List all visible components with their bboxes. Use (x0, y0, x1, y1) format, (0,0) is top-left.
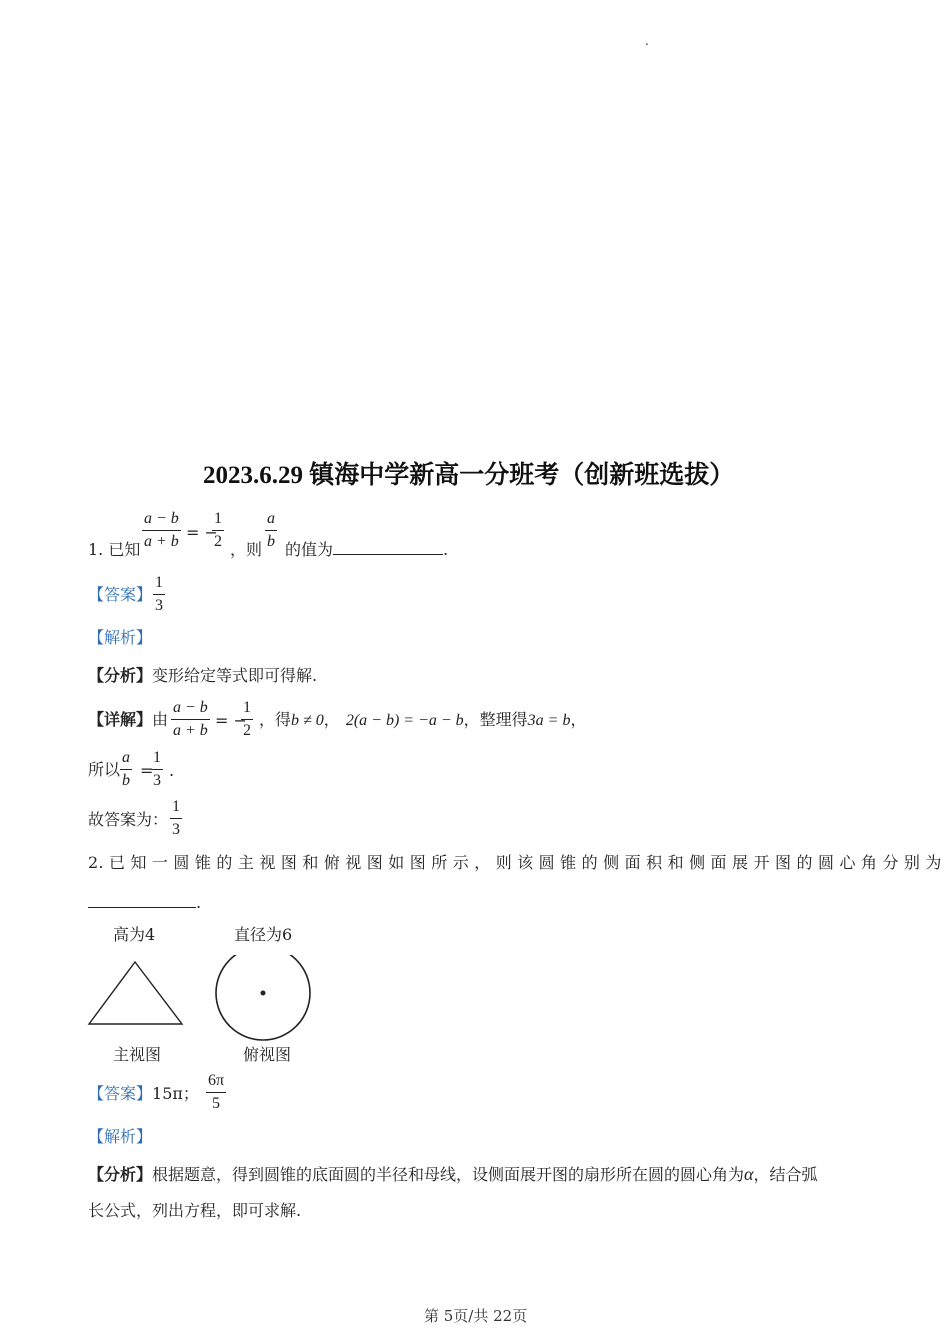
q1-final-text: 故答案为： (88, 810, 169, 829)
q1-detail-expr: 2(a − b) = −a − b (345, 712, 464, 729)
q1-final-fraction (170, 798, 182, 839)
q1-suffix: 的值为 (285, 540, 334, 559)
q1-detail-frac1-den: a + b (173, 722, 208, 739)
q1-detail-de: ，得 (259, 710, 292, 729)
q1-fraction-half (212, 510, 224, 551)
q2-fenxi-text1: 根据题意，得到圆锥的底面圆的半径和母线，设侧面展开图的扇形所在圆的圆心角为 (152, 1165, 745, 1184)
q1-detail-frac1-num: a − b (173, 699, 208, 716)
q1-suoyi: 所以 (88, 760, 121, 779)
q2-line1: 2. 已 知 一 圆 锥 的 主 视 图 和 俯 视 图 如 图 所 示 ， 则 该 圆 锥 的 侧 面 积 和 侧 面 展 开 图 的 圆 心 角 分 别 为 (88, 853, 942, 872)
q1-detail-fraction-1 (171, 699, 210, 740)
fig-caption-front: 主视图 (113, 1045, 162, 1064)
q1-detail-frac2-num: 1 (243, 699, 251, 716)
q1-eq: = − (186, 523, 218, 542)
page-footer: 第 5页/共 22页 (424, 1307, 528, 1325)
q1-frac3-den: b (267, 533, 275, 550)
q2-answer-den: 5 (212, 1095, 221, 1112)
q1-detail-eq: = − (215, 711, 247, 730)
q2-fenxi-label: 【分析】 (88, 1165, 153, 1184)
q1-answer-num: 1 (155, 574, 163, 591)
q1-frac1-num: a − b (144, 510, 179, 527)
q1-detail-end: ， (570, 710, 587, 729)
q1-detail-result: 3a = b (527, 712, 571, 729)
header-dot: . (645, 34, 649, 48)
q2-analysis-label: 【解析】 (88, 1127, 153, 1146)
page-title: 2023.6.29 镇海中学新高一分班考（创新班选拔） (203, 462, 735, 489)
fig-label-height: 高为4 (113, 925, 156, 944)
q1-suoyi-fraction-1 (120, 749, 132, 790)
q1-detail-comma: ， (323, 710, 340, 729)
q1-final-den: 3 (172, 821, 180, 838)
q1-suoyi-frac2-num: 1 (153, 749, 161, 766)
q1-detail-cond: b ≠ 0 (291, 712, 324, 729)
q1-fenxi-text: 变形给定等式即可得解. (152, 666, 318, 685)
q1-answer-label: 【答案】 (88, 585, 153, 604)
q2-line2-end: . (196, 893, 202, 912)
q1-prefix: 1. 已知 (88, 540, 141, 559)
q1-suoyi-fraction-2 (151, 749, 163, 790)
q1-frac1-den: a + b (144, 533, 179, 550)
q2-answer-num: 6π (208, 1072, 225, 1089)
cone-views-figure (85, 955, 320, 1045)
q2-fenxi-text1b: ，结合弧 (753, 1165, 818, 1184)
q2-answer-fraction (206, 1072, 226, 1113)
q2-fenxi-text2: 长公式，列出方程，即可求解. (88, 1201, 302, 1220)
q1-fraction-given (142, 510, 181, 551)
q1-fenxi-label: 【分析】 (88, 666, 153, 685)
q2-answer-blank (88, 907, 196, 908)
q1-mid: ，则 (230, 540, 263, 559)
q1-suoyi-eq: = (140, 761, 154, 780)
fig-label-diameter: 直径为6 (234, 925, 293, 944)
q2-answer-part1: 15π； (152, 1084, 199, 1103)
q1-detail-frac2-den: 2 (243, 722, 251, 739)
fig-caption-top: 俯视图 (243, 1045, 292, 1064)
q1-suoyi-end: . (169, 761, 175, 780)
top-view-center-dot (261, 991, 266, 996)
q1-fraction-ab (265, 510, 277, 551)
q1-final-num: 1 (172, 798, 180, 815)
top-view-circle (216, 955, 310, 1040)
q1-suoyi-frac1-num: a (122, 749, 130, 766)
q1-detail-label: 【详解】 (88, 710, 153, 729)
q1-suoyi-frac1-den: b (122, 772, 130, 789)
q1-suoyi-frac2-den: 3 (153, 772, 161, 789)
q1-frac3-num: a (267, 510, 275, 527)
q1-period: . (443, 540, 449, 559)
q1-frac2-num: 1 (214, 510, 222, 527)
q2-alpha: α (744, 1164, 754, 1184)
q1-detail-fraction-2 (241, 699, 253, 740)
q1-detail-you: 由 (152, 710, 169, 729)
q1-answer-fraction (153, 574, 165, 615)
q1-answer-den: 3 (155, 597, 163, 614)
q1-frac2-den: 2 (214, 533, 222, 550)
front-view-triangle (89, 962, 182, 1024)
q2-answer-label: 【答案】 (88, 1084, 153, 1103)
q1-detail-zhengli: ，整理得 (463, 710, 528, 729)
q1-analysis-label: 【解析】 (88, 628, 153, 647)
q1-answer-blank (333, 554, 443, 555)
